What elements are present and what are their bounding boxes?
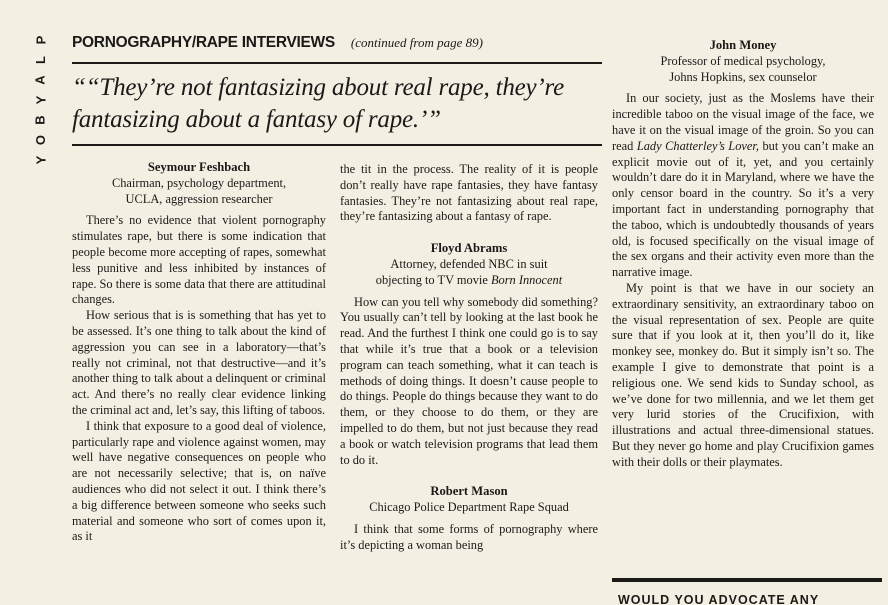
column-1 [72,160,326,545]
body-paragraph: How can you tell why somebody did something? You usually can’t tell by looking at the last book he read. And the furthest I think one could go is to say that while it’s true that a book or a television program can teach something, what it can teach is methods of doing things. It doesn’t cause people to do things. People do things because they want to do them, or they choose to do them, or they are impelled to do them, but not just because they read a book or watch television programs that lead them to do it. [340,294,598,467]
next-question-heading: WOULD YOU ADVOCATE ANY [618,593,820,605]
column-3 [612,38,874,471]
byline-money [612,38,874,85]
paragraph-text: but you can’t make an explicit movie out of it, yet, and you certainly wouldn’t dare do it in Maryland, where we have the only censor board in the country. So it’s a very important fact in understanding pornography that the taboo, which is undoubtedly thousands of years old, is focused specifically on the visual image of the sex organs and their activity even more than the narrative image. [612,138,874,280]
article-header [72,34,592,52]
interviewee-name: Seymour Feshbach [147,160,251,174]
interviewee-role: Professor of medical psychology, [660,53,826,68]
interviewee-role: Chairman, psychology department, [111,175,287,190]
spine-letter: Y [32,95,48,105]
section-gap [340,225,598,241]
article-title: PORNOGRAPHY/RAPE INTERVIEWS [72,34,335,51]
pullquote [72,72,612,136]
section-rule [612,578,882,582]
spine-letter: A [32,75,48,85]
pullquote-rule-bottom [72,144,602,146]
interviewee-role: Johns Hopkins, sex counselor [669,69,817,84]
paragraph-text: In our society, just as the Moslems have their incredible taboo on the visual image of the face, we have it on the visual image of the groin. So you can read [612,91,874,153]
pullquote-rule-top [72,62,602,64]
book-title: Lady Chatterley’s Lover, [636,138,759,153]
spine-letter: B [32,115,48,125]
interviewee-role [340,273,598,289]
pullquote-line: fantasizing about a fantasy of rape.’” [72,106,441,133]
spine-letter: P [32,35,48,45]
interviewee-name: Robert Mason [430,484,508,499]
body-paragraph: I think that some forms of pornography where it’s depicting a woman being [340,521,598,552]
spine-letter: L [32,56,48,64]
spine-letter: Y [32,155,48,165]
pullquote-line: ““They’re not fantasizing about real rape, they’re [72,74,565,101]
role-text: objecting to TV movie [375,272,491,287]
byline-mason [340,484,598,516]
interviewee-name: John Money [709,38,777,52]
body-paragraph: I think that exposure to a good deal of violence, particularly rape and violence against women, may well have negative consequences on people who are not necessarily selective; that is, on naïve audiences who did not select it out. I think there’s a big difference between someone who seeks such material and someone who sort of comes upon it, as it [72,418,326,544]
interviewee-role: Chicago Police Department Rape Squad [369,500,569,515]
tv-movie-title: Born Innocent [490,272,563,287]
body-paragraph: the tit in the process. The reality of it is people don’t really have rape fantasies, they have fantasy fantasies. They’re not fantasizing about real rape, they’re fantasizing about a fantasy of rape. [340,162,598,224]
column-2 [340,162,598,554]
body-paragraph: There’s no evidence that violent pornography stimulates rape, but there is some indication that people become more accepting of rapes, somewhat less punitive and less inhibited by instances of rape. So there is some data that there are attitudinal changes. [72,213,326,307]
body-paragraph [612,91,874,281]
continued-note: (continued from page 89) [350,35,483,50]
byline-feshbach [72,160,326,207]
byline-abrams [340,241,598,288]
interviewee-name: Floyd Abrams [430,241,508,256]
interviewee-role: Attorney, defended NBC in suit [390,256,548,271]
body-paragraph: How serious that is is something that has yet to be assessed. It’s one thing to talk about the kind of aggression you can see in a laboratory—that’s really not criminal, not that destructive—and it’s another thing to talk about a delinquent or criminal act. And there’s no really clear evidence linking the criminal act and, let’s say, this lifting of taboos. [72,308,326,417]
spine-letter: O [33,134,48,146]
interviewee-role: UCLA, aggression researcher [125,191,273,206]
body-paragraph: My point is that we have in our society an extraordinary sensitivity, an extraordinary taboo on the visual representation of sex. People are quite sure that if you look at it, then you’ll do it, like monkey see, monkey do. But it simply isn’t so. The example I give to demonstrate that point is a religious one. We send kids to Sunday school, as we’ve done for two millennia, and we let them get very lurid stories of the Crucifixion, with illustrations and actual three-dimensional statues. But they never go home and play Crucifixion games with their dolls or their playmates. [612,280,874,469]
magazine-spine [26,30,56,170]
section-gap [340,468,598,484]
